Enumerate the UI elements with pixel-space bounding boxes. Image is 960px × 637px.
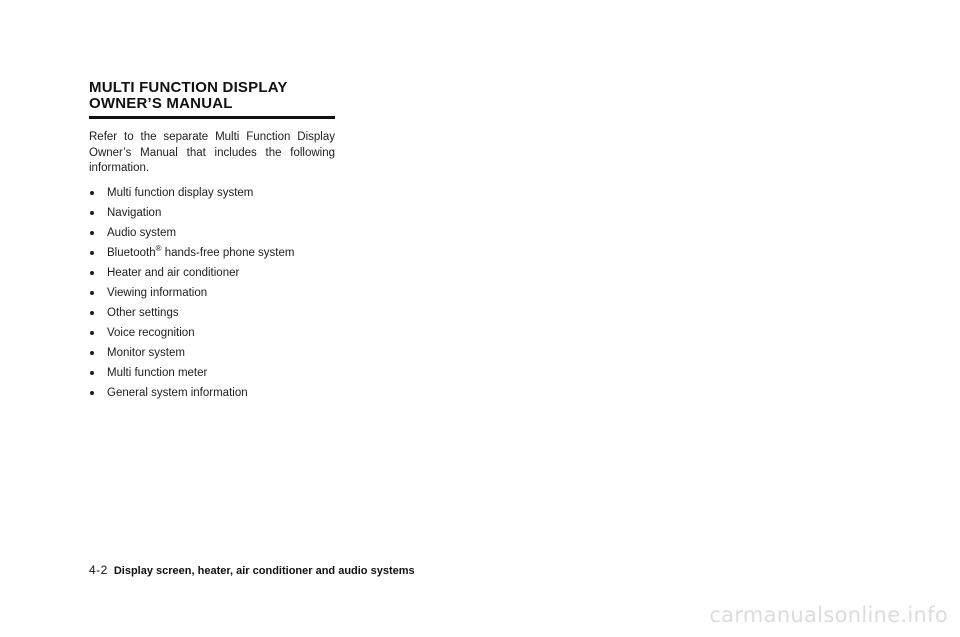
manual-section <box>89 80 335 406</box>
list-item <box>89 266 335 280</box>
list-item-text: Voice recognition <box>107 326 195 339</box>
section-heading-line-2: OWNER’S MANUAL <box>89 95 233 112</box>
heading-rule <box>89 116 335 119</box>
list-item-text: Multi function meter <box>107 366 208 379</box>
bullet-icon <box>90 231 94 235</box>
bullet-icon <box>90 191 94 195</box>
list-item <box>89 243 335 260</box>
list-item <box>89 346 335 360</box>
list-item-text: Heater and air conditioner <box>107 266 240 279</box>
list-item <box>89 186 335 200</box>
page-footer <box>89 563 415 578</box>
intro-paragraph: Refer to the separate Multi Function Display Owner’s Manual that includes the following information. <box>89 131 335 174</box>
bullet-icon <box>90 211 94 215</box>
list-item <box>89 226 335 240</box>
list-item-text: Multi function display system <box>107 186 254 199</box>
bullet-icon <box>90 271 94 275</box>
list-item <box>89 366 335 380</box>
list-item-text: Other settings <box>107 306 179 319</box>
list-item-text: Navigation <box>107 206 162 219</box>
information-list <box>89 186 335 400</box>
list-item-text: Audio system <box>107 226 177 239</box>
section-heading-line-1: MULTI FUNCTION DISPLAY <box>89 79 288 96</box>
bullet-icon <box>90 291 94 295</box>
list-item-text: Monitor system <box>107 346 185 359</box>
bullet-icon <box>90 311 94 315</box>
list-item <box>89 206 335 220</box>
section-heading <box>89 80 335 112</box>
bullet-icon <box>90 351 94 355</box>
list-item <box>89 386 335 400</box>
bullet-icon <box>90 331 94 335</box>
site-watermark: carmanualsonline.info <box>709 603 948 627</box>
bullet-icon <box>90 371 94 375</box>
bullet-icon <box>90 391 94 395</box>
list-item-text: General system information <box>107 386 248 399</box>
bullet-icon <box>90 251 94 255</box>
list-item <box>89 306 335 320</box>
list-item-text: Bluetooth <box>107 246 156 259</box>
chapter-title: Display screen, heater, air conditioner and audio systems <box>113 565 415 577</box>
list-item <box>89 286 335 300</box>
list-item-text: Viewing information <box>107 286 208 299</box>
page-number: 4-2 <box>89 563 108 577</box>
registered-mark: ® <box>155 243 162 253</box>
list-item <box>89 326 335 340</box>
list-item-text-suffix: hands-free phone system <box>161 246 295 259</box>
